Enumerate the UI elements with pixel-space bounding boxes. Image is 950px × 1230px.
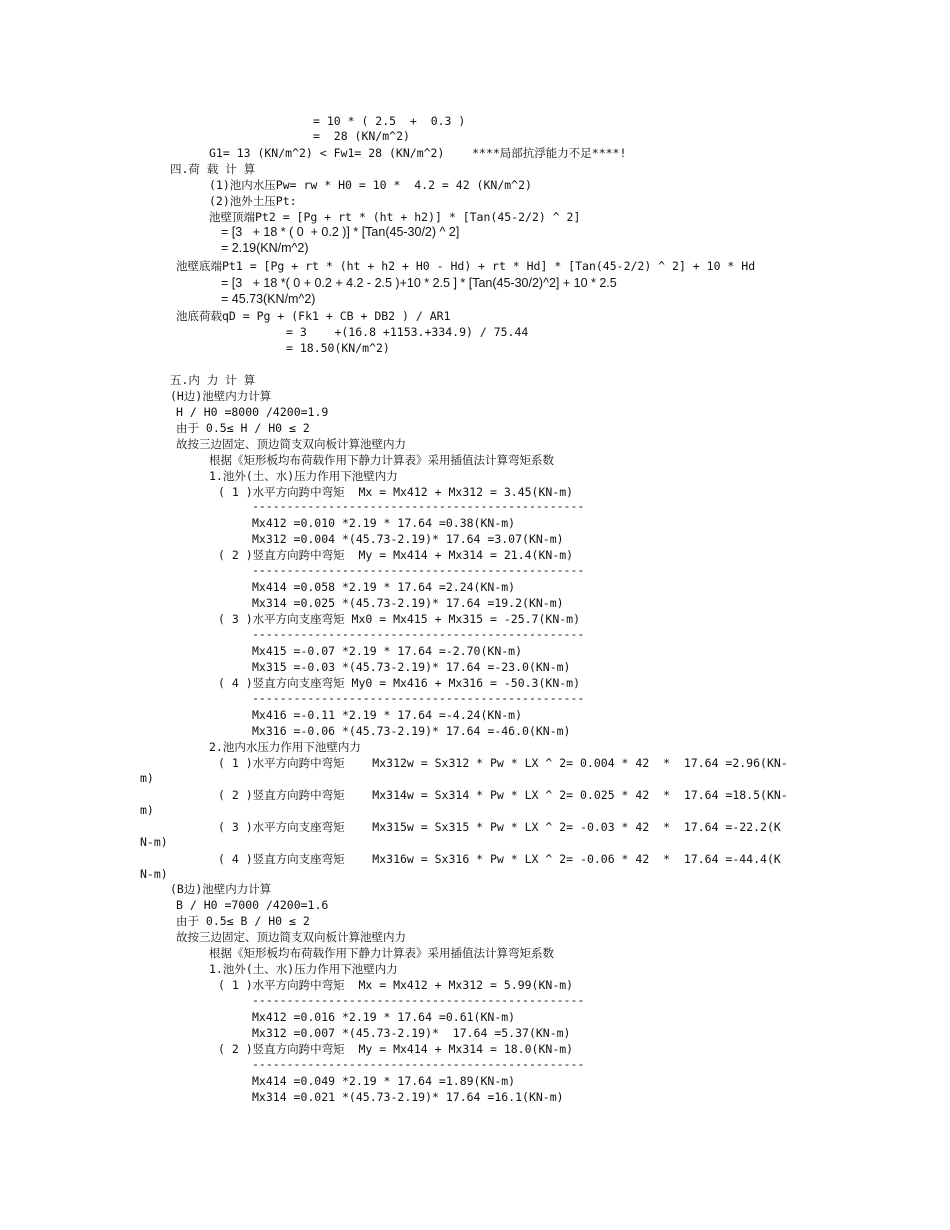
text-line: Mx412 =0.016 *2.19 * 17.64 =0.61(KN-m) <box>252 1010 516 1024</box>
text-line: = 18.50(KN/m^2) <box>286 341 390 355</box>
text-line: 根据《矩形板均布荷载作用下静力计算表》采用插值法计算弯矩系数 <box>209 453 554 467</box>
text-line: (2)池外土压Pt: <box>209 194 297 208</box>
text-line: Mx312 =0.004 *(45.73-2.19)* 17.64 =3.07(KN-m) <box>252 532 564 546</box>
text-line: Mx316 =-0.06 *(45.73-2.19)* 17.64 =-46.0(KN-m) <box>252 724 571 738</box>
text-line: 2.池内水压力作用下池壁内力 <box>209 740 361 754</box>
text-line: 1.池外(土、水)压力作用下池壁内力 <box>209 469 398 483</box>
text-line: ( 4 )竖直方向支座弯矩 My0 = Mx416 + Mx316 = -50.3(KN-m) <box>218 676 581 690</box>
text-line: N-m) <box>140 867 168 881</box>
text-line: 池壁底端Pt1 = [Pg + rt * (ht + h2 + H0 - Hd) + rt * Hd] * [Tan(45-2/2) ^ 2] + 10 * Hd <box>176 259 756 273</box>
text-line: Mx415 =-0.07 *2.19 * 17.64 =-2.70(KN-m) <box>252 644 523 658</box>
text-line: 由于 0.5≤ H / H0 ≤ 2 <box>176 421 310 435</box>
separator-line: ------------------------------------------------ <box>252 627 585 641</box>
separator-line: ------------------------------------------------ <box>252 499 585 513</box>
text-line: Mx412 =0.010 *2.19 * 17.64 =0.38(KN-m) <box>252 516 516 530</box>
text-line: ( 1 )水平方向跨中弯矩 Mx312w = Sx312 * Pw * LX ^ 2= 0.004 * 42 * 17.64 =2.96(KN- <box>218 756 788 770</box>
text-line: ( 4 )竖直方向支座弯矩 Mx316w = Sx316 * Pw * LX ^ 2= -0.06 * 42 * 17.64 =-44.4(K <box>218 852 781 866</box>
text-line: N-m) <box>140 835 168 849</box>
text-line: ( 1 )水平方向跨中弯矩 Mx = Mx412 + Mx312 = 3.45(KN-m) <box>218 485 574 499</box>
text-line: 故按三边固定、顶边简支双向板计算池壁内力 <box>176 437 406 451</box>
separator-line: ------------------------------------------------ <box>252 563 585 577</box>
separator-line: ------------------------------------------------ <box>252 993 585 1007</box>
separator-line: ------------------------------------------------ <box>252 1057 585 1071</box>
text-line: Mx414 =0.058 *2.19 * 17.64 =2.24(KN-m) <box>252 580 516 594</box>
text-line: G1= 13 (KN/m^2) < Fw1= 28 (KN/m^2) ****局部抗浮能力不足****! <box>209 146 627 160</box>
text-line: ( 3 )水平方向支座弯矩 Mx315w = Sx315 * Pw * LX ^ 2= -0.03 * 42 * 17.64 =-22.2(K <box>218 820 781 834</box>
text-line: 池壁顶端Pt2 = [Pg + rt * (ht + h2)] * [Tan(45-2/2) ^ 2] <box>209 210 581 224</box>
subsection-heading: (H边)池壁内力计算 <box>170 389 272 403</box>
subsection-heading: (B边)池壁内力计算 <box>170 882 272 896</box>
text-line: Mx416 =-0.11 *2.19 * 17.64 =-4.24(KN-m) <box>252 708 523 722</box>
text-line: ( 2 )竖直方向跨中弯矩 My = Mx414 + Mx314 = 18.0(KN-m) <box>218 1042 574 1056</box>
text-line: = 3 +(16.8 +1153.+334.9) / 75.44 <box>286 325 529 339</box>
text-line: 根据《矩形板均布荷载作用下静力计算表》采用插值法计算弯矩系数 <box>209 946 554 960</box>
text-line: 1.池外(土、水)压力作用下池壁内力 <box>209 962 398 976</box>
text-line: = 28 (KN/m^2) <box>313 129 410 143</box>
text-line: = 10 * ( 2.5 + 0.3 ) <box>313 114 466 128</box>
text-line: m) <box>140 803 154 817</box>
text-line: = 2.19(KN/m^2) <box>221 241 309 255</box>
text-line: ( 1 )水平方向跨中弯矩 Mx = Mx412 + Mx312 = 5.99(KN-m) <box>218 978 574 992</box>
text-line: Mx312 =0.007 *(45.73-2.19)* 17.64 =5.37(KN-m) <box>252 1026 571 1040</box>
text-line: = [3 + 18 *( 0 + 0.2 + 4.2 - 2.5 )+10 * 2.5 ] * [Tan(45-30/2)^2] + 10 * 2.5 <box>221 276 617 290</box>
text-line: Mx314 =0.021 *(45.73-2.19)* 17.64 =16.1(KN-m) <box>252 1090 564 1104</box>
text-line: Mx414 =0.049 *2.19 * 17.64 =1.89(KN-m) <box>252 1074 516 1088</box>
text-line: 故按三边固定、顶边简支双向板计算池壁内力 <box>176 930 406 944</box>
text-line: ( 2 )竖直方向跨中弯矩 Mx314w = Sx314 * Pw * LX ^ 2= 0.025 * 42 * 17.64 =18.5(KN- <box>218 788 788 802</box>
text-line: 由于 0.5≤ B / H0 ≤ 2 <box>176 914 310 928</box>
text-line: H / H0 =8000 /4200=1.9 <box>176 405 329 419</box>
text-line: = [3 + 18 * ( 0 + 0.2 )] * [Tan(45-30/2) ^ 2] <box>221 225 460 239</box>
text-line: ( 2 )竖直方向跨中弯矩 My = Mx414 + Mx314 = 21.4(KN-m) <box>218 548 574 562</box>
section-heading: 四.荷 载 计 算 <box>170 162 256 176</box>
text-line: (1)池内水压Pw= rw * H0 = 10 * 4.2 = 42 (KN/m^2) <box>209 178 532 192</box>
text-line: 池底荷载qD = Pg + (Fk1 + CB + DB2 ) / AR1 <box>176 309 451 323</box>
text-line: Mx314 =0.025 *(45.73-2.19)* 17.64 =19.2(KN-m) <box>252 596 564 610</box>
text-line: ( 3 )水平方向支座弯矩 Mx0 = Mx415 + Mx315 = -25.7(KN-m) <box>218 612 581 626</box>
text-line: B / H0 =7000 /4200=1.6 <box>176 898 329 912</box>
text-line: = 45.73(KN/m^2) <box>221 292 316 306</box>
separator-line: ------------------------------------------------ <box>252 691 585 705</box>
section-heading: 五.内 力 计 算 <box>170 373 256 387</box>
text-line: m) <box>140 771 154 785</box>
text-line: Mx315 =-0.03 *(45.73-2.19)* 17.64 =-23.0(KN-m) <box>252 660 571 674</box>
